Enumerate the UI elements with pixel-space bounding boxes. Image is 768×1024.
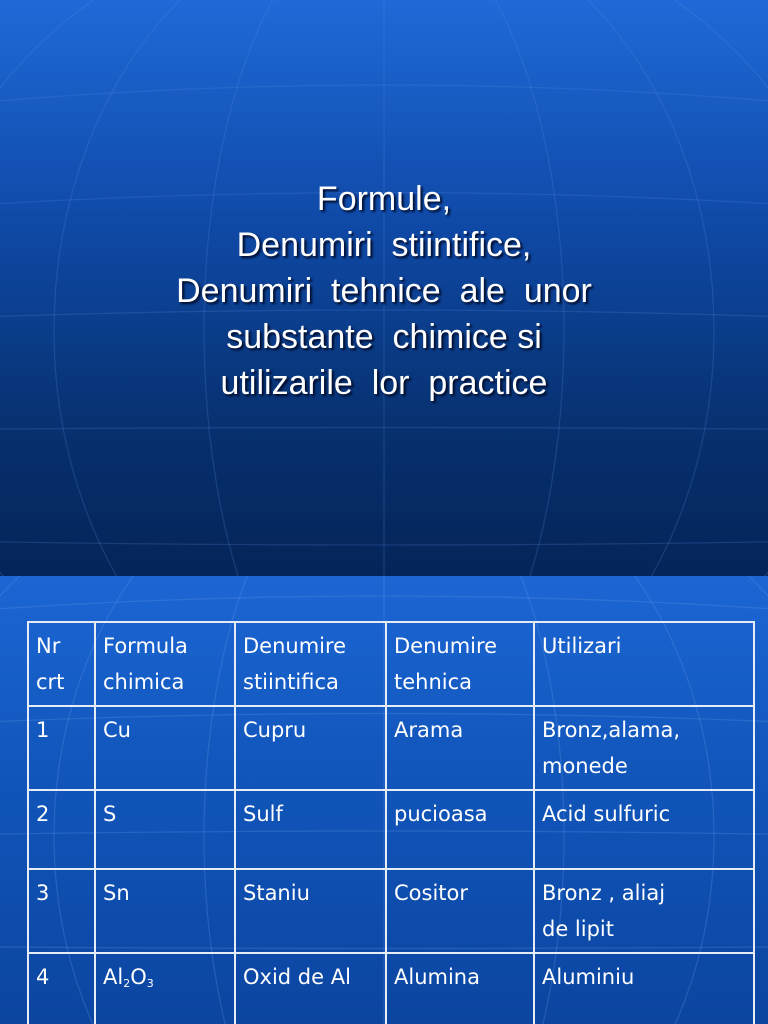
header-scientific-name: Denumire stiintifica: [235, 622, 386, 706]
cell-uses: Bronz,alama, monede: [534, 706, 754, 790]
cell-uses: Bronz , aliaj de lipit: [534, 869, 754, 953]
cell-formula: Cu: [95, 706, 235, 790]
cell-scientific-name: Staniu: [235, 869, 386, 953]
cell-formula: [95, 953, 235, 1024]
cell-formula: Sn: [95, 869, 235, 953]
cell-scientific-name: Cupru: [235, 706, 386, 790]
header-nr-crt: Nr crt: [28, 622, 95, 706]
cell-technical-name: Cositor: [386, 869, 534, 953]
formula-subscript-2: 3: [146, 977, 154, 990]
table-row: [28, 706, 754, 790]
slide-title: [0, 176, 768, 406]
header-technical-name: Denumire tehnica: [386, 622, 534, 706]
title-line-5: utilizarile lor practice: [220, 364, 548, 402]
title-line-1: Formule,: [316, 180, 452, 218]
cell-technical-name: Arama: [386, 706, 534, 790]
cell-nr: 3: [28, 869, 95, 953]
cell-nr: 2: [28, 790, 95, 869]
cell-nr: 1: [28, 706, 95, 790]
title-line-4: substante chimice si: [226, 318, 542, 356]
cell-technical-name: pucioasa: [386, 790, 534, 869]
header-uses: Utilizari: [534, 622, 754, 706]
formula-element-1: Al: [103, 965, 124, 989]
table-row: [28, 869, 754, 953]
title-line-3: Denumiri tehnice ale unor: [176, 272, 592, 310]
substances-table: [27, 621, 755, 1024]
table-row: [28, 790, 754, 869]
cell-formula: S: [95, 790, 235, 869]
header-formula: Formula chimica: [95, 622, 235, 706]
title-line-2: Denumiri stiintifice,: [236, 226, 532, 264]
formula-element-2: O: [130, 965, 147, 989]
cell-uses: Aluminiu: [534, 953, 754, 1024]
cell-uses: Acid sulfuric: [534, 790, 754, 869]
cell-nr: 4: [28, 953, 95, 1024]
table-header-row: [28, 622, 754, 706]
table-row: [28, 953, 754, 1024]
formula-subscript-1: 2: [123, 977, 131, 990]
cell-scientific-name: Sulf: [235, 790, 386, 869]
cell-scientific-name: Oxid de Al: [235, 953, 386, 1024]
cell-technical-name: Alumina: [386, 953, 534, 1024]
